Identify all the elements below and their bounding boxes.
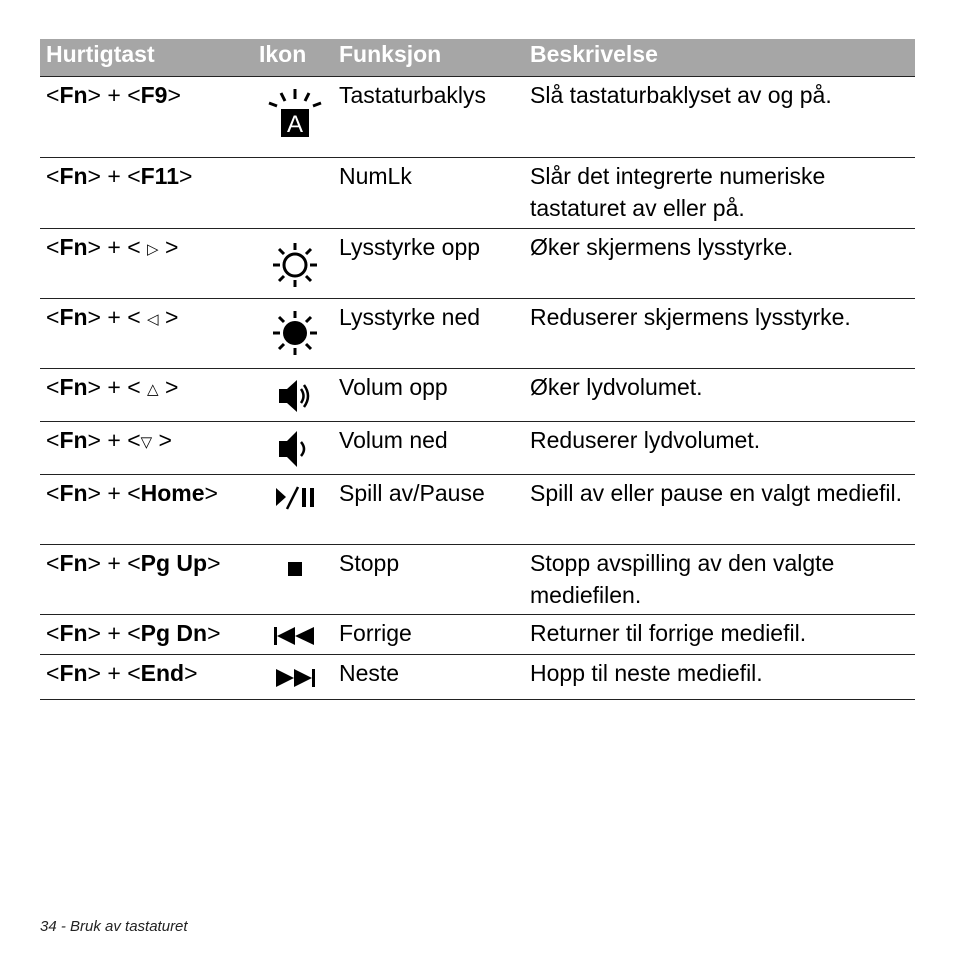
header-ikon: Ikon	[259, 41, 307, 67]
page-footer: 34 - Bruk av tastaturet	[40, 918, 188, 935]
header-beskrivelse: Beskrivelse	[530, 41, 658, 67]
description: Returner til forrige mediefil.	[530, 620, 807, 646]
function-label: Lysstyrke opp	[339, 234, 481, 260]
description: Hopp til neste mediefil.	[530, 660, 763, 686]
function-label: Spill av/Pause	[339, 480, 485, 506]
table-row	[40, 77, 915, 158]
header-hurtigtast: Hurtigtast	[46, 41, 155, 67]
table-row	[40, 615, 915, 655]
function-label: Neste	[339, 660, 400, 686]
hotkey-table	[40, 39, 915, 700]
header-funksjon: Funksjon	[339, 41, 442, 67]
volume-down-icon	[265, 428, 325, 470]
hotkey: <Fn> + <F11>	[46, 163, 193, 189]
brightness-down-icon	[265, 309, 325, 357]
hotkey: <Fn> + < ◁ >	[46, 304, 179, 330]
svg-text:A: A	[286, 111, 304, 138]
table-row	[40, 475, 915, 545]
table-row	[40, 422, 915, 475]
description: Reduserer lydvolumet.	[530, 427, 761, 453]
next-track-icon	[265, 667, 325, 689]
function-label: NumLk	[339, 163, 412, 189]
table-row	[40, 229, 915, 299]
hotkey: <Fn> + <Pg Dn>	[46, 620, 221, 646]
description: Spill av eller pause en valgt mediefil.	[530, 480, 903, 506]
function-label: Volum opp	[339, 374, 448, 400]
function-label: Lysstyrke ned	[339, 304, 481, 330]
play-pause-icon	[265, 485, 325, 511]
table-row	[40, 655, 915, 700]
hotkey: <Fn> + < ▷ >	[46, 234, 179, 260]
hotkey: <Fn> + <▽ >	[46, 427, 172, 453]
description: Øker lydvolumet.	[530, 374, 703, 400]
description: Slå tastaturbaklyset av og på.	[530, 82, 832, 108]
table-row	[40, 299, 915, 369]
keyboard-backlight-icon	[265, 87, 325, 143]
table-row	[40, 158, 915, 229]
description: Reduserer skjermens lysstyrke.	[530, 304, 851, 330]
brightness-up-icon	[265, 241, 325, 289]
table-row	[40, 545, 915, 615]
description: Øker skjermens lysstyrke.	[530, 234, 794, 260]
function-label: Volum ned	[339, 427, 448, 453]
volume-up-icon	[265, 377, 325, 415]
function-label: Stopp	[339, 550, 400, 576]
hotkey: <Fn> + < △ >	[46, 374, 179, 400]
stop-icon	[265, 559, 325, 579]
hotkey: <Fn> + <Pg Up>	[46, 550, 221, 576]
description: Slår det integrerte numeriske tastaturet av eller på.	[530, 163, 826, 221]
function-label: Forrige	[339, 620, 412, 646]
table-header	[40, 39, 915, 77]
description: Stopp avspilling av den valgte mediefilen.	[530, 550, 835, 608]
previous-track-icon	[265, 625, 325, 647]
table-row	[40, 369, 915, 422]
hotkey: <Fn> + <End>	[46, 660, 198, 686]
hotkey: <Fn> + <F9>	[46, 82, 181, 108]
hotkey: <Fn> + <Home>	[46, 480, 218, 506]
function-label: Tastaturbaklys	[339, 82, 487, 108]
